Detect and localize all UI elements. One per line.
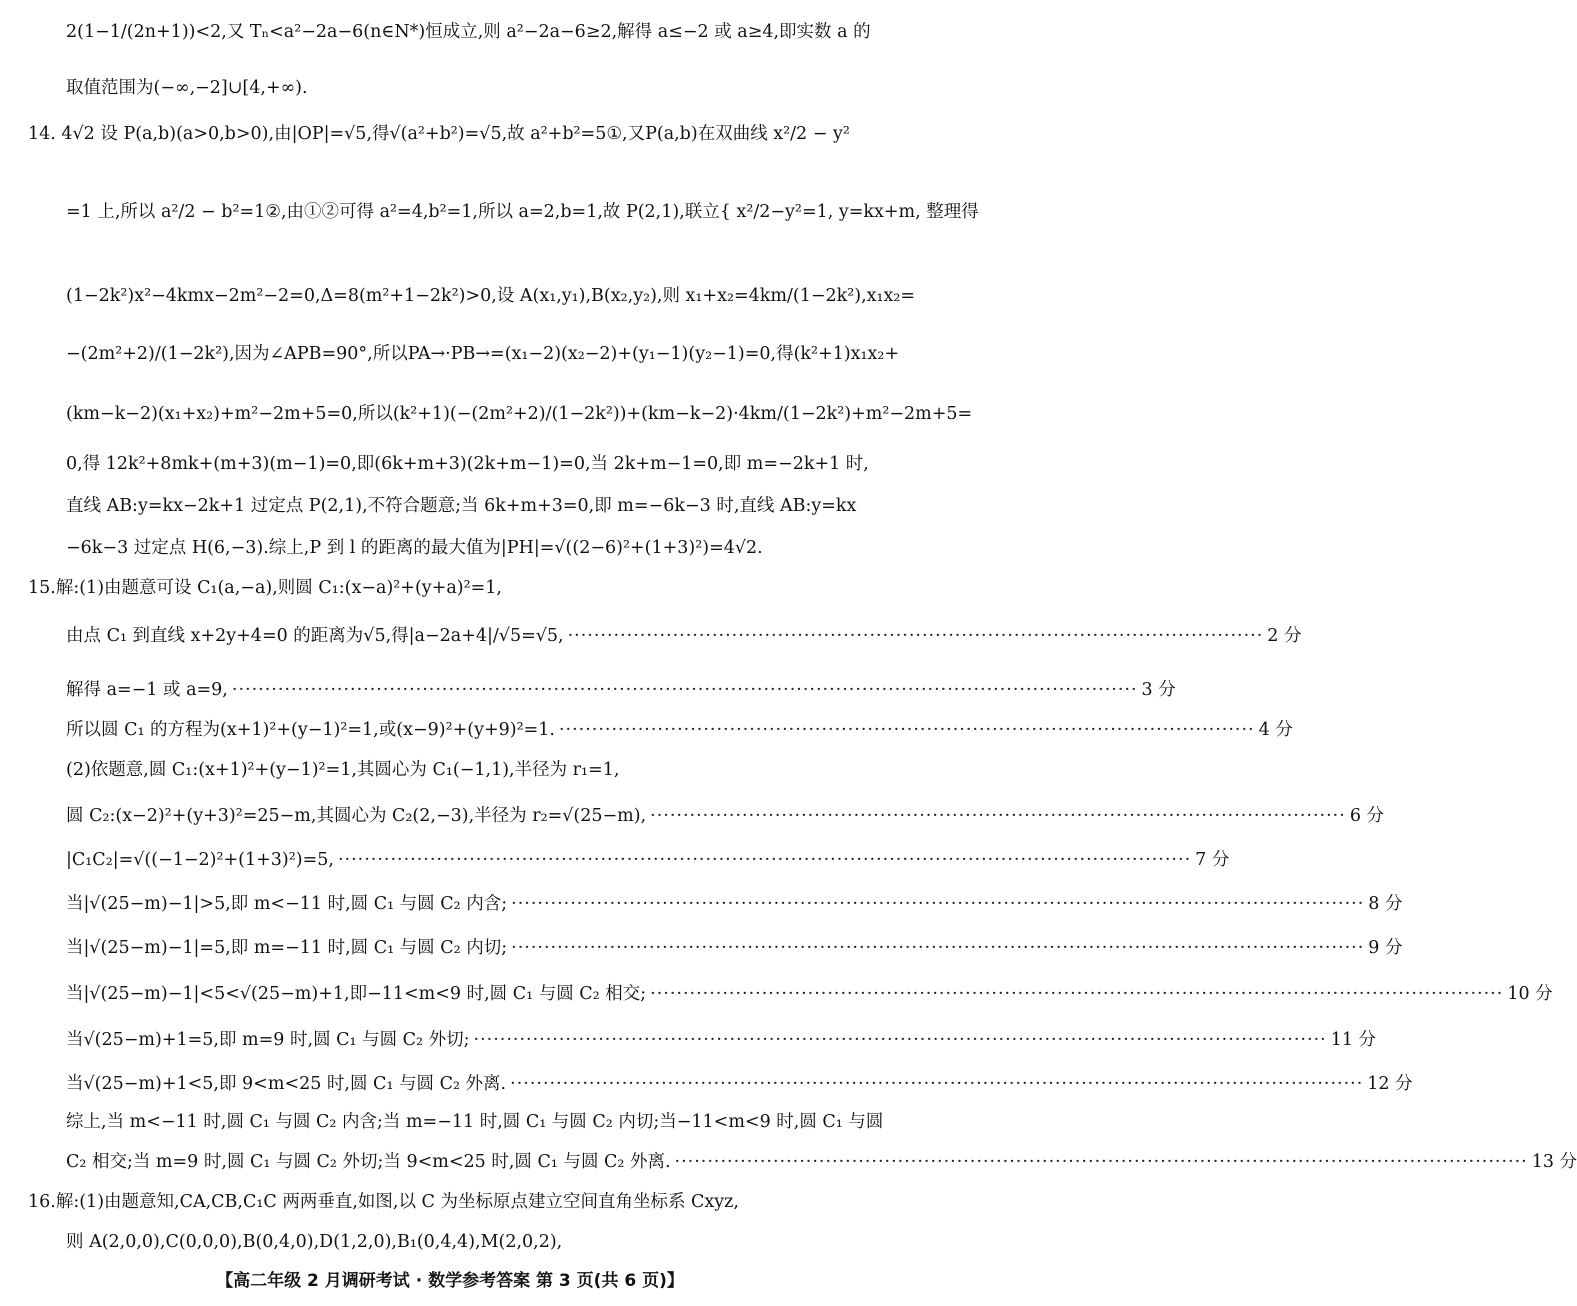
score-line-text: 当|√(25−m)−1|<5<√(25−m)+1,即−11<m<9 时,圆 C₁ 与圆 C₂ 相交; [66,984,647,1004]
leader-dots: ·········································································································· [650,806,1346,826]
score-line-text: C₂ 相交;当 m=9 时,圆 C₁ 与圆 C₂ 外切;当 9<m<25 时,圆 C₁ 与圆 C₂ 外离. [66,1152,671,1172]
score-line-text: |C₁C₂|=√((−1−2)²+(1+3)²)=5, [66,850,334,870]
text-line: =1 上,所以 a²/2 − b²=1②,由①②可得 a²=4,b²=1,所以 a=2,b=1,故 P(2,1),联立{ x²/2−y²=1, y=kx+m, 整理得 [66,202,979,222]
leader-dots: ·································································································································· [650,984,1504,1004]
score-points: 10 分 [1507,984,1553,1004]
leader-dots: ·········································································································································· [231,680,1138,700]
score-line [66,1072,1413,1096]
problem-14-line: 14. 4√2 设 P(a,b)(a>0,b>0),由|OP|=√5,得√(a²+b²)=√5,故 a²+b²=5①,又P(a,b)在双曲线 x²/2 − y² [28,124,850,144]
score-line [66,1150,1577,1174]
text-line: (1−2k²)x²−4kmx−2m²−2=0,Δ=8(m²+1−2k²)>0,设 A(x₁,y₁),B(x₂,y₂),则 x₁+x₂=4km/(1−2k²),x₁x₂= [66,286,916,306]
leader-dots: ·································································································································· [337,850,1192,870]
score-line-text: 解得 a=−1 或 a=9, [66,680,228,700]
score-points: 11 分 [1330,1030,1377,1050]
score-points: 12 分 [1367,1074,1413,1094]
score-points: 13 分 [1531,1152,1577,1172]
score-points: 9 分 [1368,938,1403,958]
text-line: −6k−3 过定点 H(6,−3).综上,P 到 l 的距离的最大值为|PH|=√((2−6)²+(1+3)²)=4√2. [66,538,763,558]
score-line [66,624,1302,648]
score-line [66,718,1293,742]
text-line: (km−k−2)(x₁+x₂)+m²−2m+5=0,所以(k²+1)(−(2m²+2)/(1−2k²))+(km−k−2)·4km/(1−2k²)+m²−2m+5= [66,404,973,424]
text-line: (2)依题意,圆 C₁:(x+1)²+(y−1)²=1,其圆心为 C₁(−1,1),半径为 r₁=1, [66,760,620,780]
leader-dots: ·········································································································· [567,626,1264,646]
leader-dots: ·································································································································· [511,894,1365,914]
score-points: 4 分 [1258,720,1293,740]
leader-dots: ·································································································································· [511,938,1365,958]
score-line-text: 当|√(25−m)−1|=5,即 m=−11 时,圆 C₁ 与圆 C₂ 内切; [66,938,508,958]
leader-dots: ·········································································································· [558,720,1255,740]
text-line: 综上,当 m<−11 时,圆 C₁ 与圆 C₂ 内含;当 m=−11 时,圆 C₁ 与圆 C₂ 内切;当−11<m<9 时,圆 C₁ 与圆 [66,1112,884,1132]
score-points: 7 分 [1195,850,1230,870]
score-line-text: 圆 C₂:(x−2)²+(y+3)²=25−m,其圆心为 C₂(2,−3),半径为 r₂=√(25−m), [66,806,647,826]
score-line-text: 由点 C₁ 到直线 x+2y+4=0 的距离为√5,得|a−2a+4|/√5=√5, [66,626,564,646]
score-line-text: 当√(25−m)+1<5,即 9<m<25 时,圆 C₁ 与圆 C₂ 外离. [66,1074,507,1094]
score-line-text: 所以圆 C₁ 的方程为(x+1)²+(y−1)²=1,或(x−9)²+(y+9)²=1. [66,720,555,740]
score-line [66,848,1230,872]
text-line: 取值范围为(−∞,−2]∪[4,+∞). [66,78,308,98]
score-line [66,804,1385,828]
page-footer: 【高二年级 2 月调研考试 · 数学参考答案 第 3 页(共 6 页)】 [216,1271,684,1291]
score-line [66,936,1403,960]
score-line-text: 当√(25−m)+1=5,即 m=9 时,圆 C₁ 与圆 C₂ 外切; [66,1030,470,1050]
score-line-text: 当|√(25−m)−1|>5,即 m<−11 时,圆 C₁ 与圆 C₂ 内含; [66,894,508,914]
score-line [66,892,1403,916]
problem-15-line: 15.解:(1)由题意可设 C₁(a,−a),则圆 C₁:(x−a)²+(y+a)²=1, [28,578,502,598]
text-line: 0,得 12k²+8mk+(m+3)(m−1)=0,即(6k+m+3)(2k+m−1)=0,当 2k+m−1=0,即 m=−2k+1 时, [66,454,869,474]
problem-16-line: 16.解:(1)由题意知,CA,CB,C₁C 两两垂直,如图,以 C 为坐标原点建立空间直角坐标系 Cxyz, [28,1192,739,1212]
text-line: −(2m²+2)/(1−2k²),因为∠APB=90°,所以PA→·PB→=(x₁−2)(x₂−2)+(y₁−1)(y₂−1)=0,得(k²+1)x₁x₂+ [66,344,900,364]
score-line [66,982,1553,1006]
text-line: 直线 AB:y=kx−2k+1 过定点 P(2,1),不符合题意;当 6k+m+3=0,即 m=−6k−3 时,直线 AB:y=kx [66,496,857,516]
score-line [66,1028,1377,1052]
text-line: 则 A(2,0,0),C(0,0,0),B(0,4,0),D(1,2,0),B₁(0,4,4),M(2,0,2), [66,1232,563,1252]
leader-dots: ·································································································································· [674,1152,1528,1172]
leader-dots: ·································································································································· [473,1030,1327,1050]
score-points: 2 分 [1267,626,1302,646]
score-points: 3 分 [1141,680,1176,700]
score-points: 6 分 [1349,806,1385,826]
leader-dots: ·································································································································· [510,1074,1364,1094]
score-points: 8 分 [1368,894,1403,914]
text-line: 2(1−1/(2n+1))<2,又 Tₙ<a²−2a−6(n∈N*)恒成立,则 a²−2a−6≥2,解得 a≤−2 或 a≥4,即实数 a 的 [66,22,871,42]
score-line [66,678,1176,702]
